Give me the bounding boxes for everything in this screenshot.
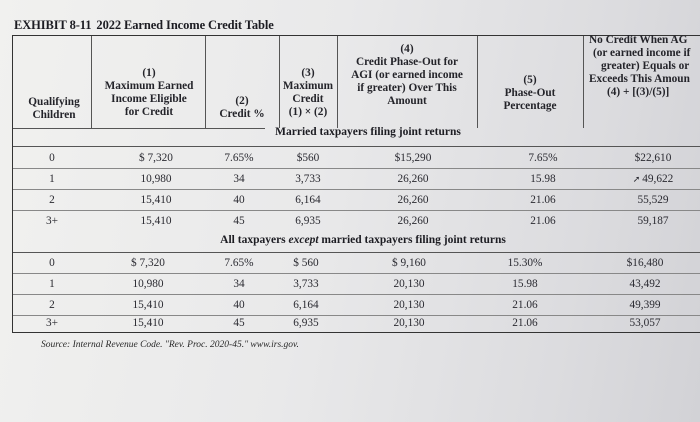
table-row — [13, 313, 700, 333]
cell-credit-pct: 45 — [233, 317, 245, 329]
cell-phaseout: 26,260 — [397, 173, 429, 185]
section-rule — [13, 128, 265, 129]
cell-max-earned: 15,410 — [140, 215, 172, 227]
cell-phaseout-pct: 21.06 — [512, 317, 538, 329]
cell-phaseout: 20,130 — [393, 278, 425, 290]
header-credit-percent — [206, 95, 278, 121]
header-line: greater) Equals or — [601, 60, 690, 72]
cell-no-credit: 53,057 — [629, 317, 661, 329]
cell-phaseout-pct: 7.65% — [528, 152, 558, 164]
header-line: Amount — [387, 95, 427, 107]
source-note: Source: Internal Revenue Code. "Rev. Proc. 2020-45." www.irs.gov. — [41, 340, 299, 350]
header-no-credit-amount — [585, 34, 700, 99]
cell-max-earned: 10,980 — [132, 278, 164, 290]
cell-children: 2 — [49, 194, 55, 206]
cell-phaseout: 26,260 — [397, 194, 429, 206]
cell-children: 3+ — [45, 317, 59, 329]
cell-no-credit: 49,399 — [629, 299, 661, 311]
cell-children: 1 — [49, 173, 55, 185]
cell-max-earned: $ 7,320 — [131, 257, 165, 269]
cell-no-credit: 43,492 — [629, 278, 661, 290]
header-line: (1) × (2) — [288, 106, 328, 118]
earned-income-credit-table — [12, 35, 700, 333]
header-line: (or earned income if — [593, 47, 691, 59]
header-line: (3) — [301, 67, 315, 79]
cell-phaseout: 20,130 — [393, 299, 425, 311]
cell-credit-pct: 40 — [233, 299, 245, 311]
header-line: Phase-Out — [504, 87, 556, 99]
cell-max-credit: $ 560 — [293, 257, 319, 269]
cell-phaseout: $15,290 — [394, 152, 432, 164]
cell-phaseout-pct: 15.30% — [507, 257, 543, 269]
cell-phaseout-pct: 21.06 — [512, 299, 538, 311]
cell-max-earned: 10,980 — [140, 173, 172, 185]
cell-children: 0 — [49, 152, 55, 164]
cell-phaseout: $ 9,160 — [392, 257, 426, 269]
header-line: Credit — [292, 93, 324, 105]
cell-no-credit: 59,187 — [637, 215, 669, 227]
table-row — [13, 190, 700, 210]
cell-no-credit: $16,480 — [626, 257, 664, 269]
header-max-earned-income — [93, 67, 205, 119]
exhibit-table-title: 2022 Earned Income Credit Table — [96, 18, 274, 32]
cell-max-credit: 6,935 — [295, 215, 321, 227]
cell-credit-pct: 7.65% — [224, 257, 254, 269]
section-rule — [13, 146, 700, 147]
cell-credit-pct: 7.65% — [224, 152, 254, 164]
table-row — [13, 169, 700, 189]
cell-credit-pct: 34 — [233, 173, 245, 185]
section-title-part: All taxpayers — [220, 234, 289, 246]
cell-children: 1 — [49, 278, 55, 290]
header-line: Maximum — [282, 80, 334, 92]
exhibit-label: EXHIBIT 8-11 — [14, 18, 92, 32]
cell-max-earned: 15,410 — [132, 299, 164, 311]
header-line: for Credit — [124, 106, 174, 118]
cell-max-earned: 15,410 — [132, 317, 164, 329]
header-qualifying-children — [21, 96, 87, 122]
cell-no-credit — [603, 169, 700, 189]
cell-credit-pct: 45 — [233, 215, 245, 227]
cell-phaseout-pct: 21.06 — [530, 194, 556, 206]
cell-children: 3+ — [45, 215, 59, 227]
section-title-emphasis: except — [288, 234, 319, 246]
header-phaseout-amount — [337, 43, 477, 108]
header-line: Credit % — [219, 108, 265, 120]
header-line: Income Eligible — [111, 93, 187, 105]
header-line: Percentage — [503, 100, 557, 112]
cell-credit-pct: 34 — [233, 278, 245, 290]
section-heading-joint: Married taxpayers filing joint returns — [275, 126, 461, 138]
header-line: Children — [32, 109, 76, 121]
cell-phaseout-pct: 15.98 — [512, 278, 538, 290]
table-row — [13, 274, 700, 294]
header-divider — [583, 36, 584, 128]
header-line: (4) — [400, 43, 414, 55]
header-line: Qualifying — [28, 96, 80, 108]
cell-children: 2 — [49, 299, 55, 311]
table-row — [13, 295, 700, 315]
cell-no-credit-value: 49,622 — [642, 173, 674, 185]
cell-max-earned: $ 7,320 — [139, 152, 173, 164]
cell-max-credit: 6,164 — [295, 194, 321, 206]
exhibit-title — [14, 18, 274, 33]
cell-children: 0 — [49, 257, 55, 269]
header-phaseout-percentage — [477, 74, 583, 113]
header-line: Maximum Earned — [104, 80, 194, 92]
cell-max-credit: 3,733 — [293, 278, 319, 290]
header-line: if greater) Over This — [357, 82, 457, 94]
cell-max-credit: $560 — [296, 152, 320, 164]
cell-no-credit: 55,529 — [637, 194, 669, 206]
cell-phaseout: 20,130 — [393, 317, 425, 329]
header-line: (4) + [(3)/(5)] — [607, 86, 670, 98]
cell-credit-pct: 40 — [233, 194, 245, 206]
cell-max-credit: 3,733 — [295, 173, 321, 185]
cell-max-earned: 15,410 — [140, 194, 172, 206]
header-line: Exceeds This Amoun — [589, 73, 690, 85]
cell-phaseout-pct: 15.98 — [530, 173, 556, 185]
section-title-part: married taxpayers filing joint returns — [318, 234, 506, 246]
header-line: (5) — [523, 74, 537, 86]
table-row — [13, 253, 700, 273]
cursor-arrow-icon: ➚ — [632, 174, 641, 184]
header-line: No Credit When AG — [589, 34, 688, 46]
header-maximum-credit — [275, 67, 341, 119]
cell-phaseout-pct: 21.06 — [530, 215, 556, 227]
header-divider — [91, 36, 92, 128]
table-row — [13, 148, 700, 168]
header-line: (2) — [235, 95, 249, 107]
cell-phaseout: 26,260 — [397, 215, 429, 227]
cell-no-credit: $22,610 — [634, 152, 672, 164]
section-heading-other — [203, 234, 523, 246]
cell-max-credit: 6,935 — [293, 317, 319, 329]
cell-max-credit: 6,164 — [293, 299, 319, 311]
header-line: Credit Phase-Out for — [355, 56, 459, 68]
header-line: AGI (or earned income — [351, 69, 463, 81]
header-line: (1) — [142, 67, 156, 79]
table-row — [13, 211, 700, 231]
